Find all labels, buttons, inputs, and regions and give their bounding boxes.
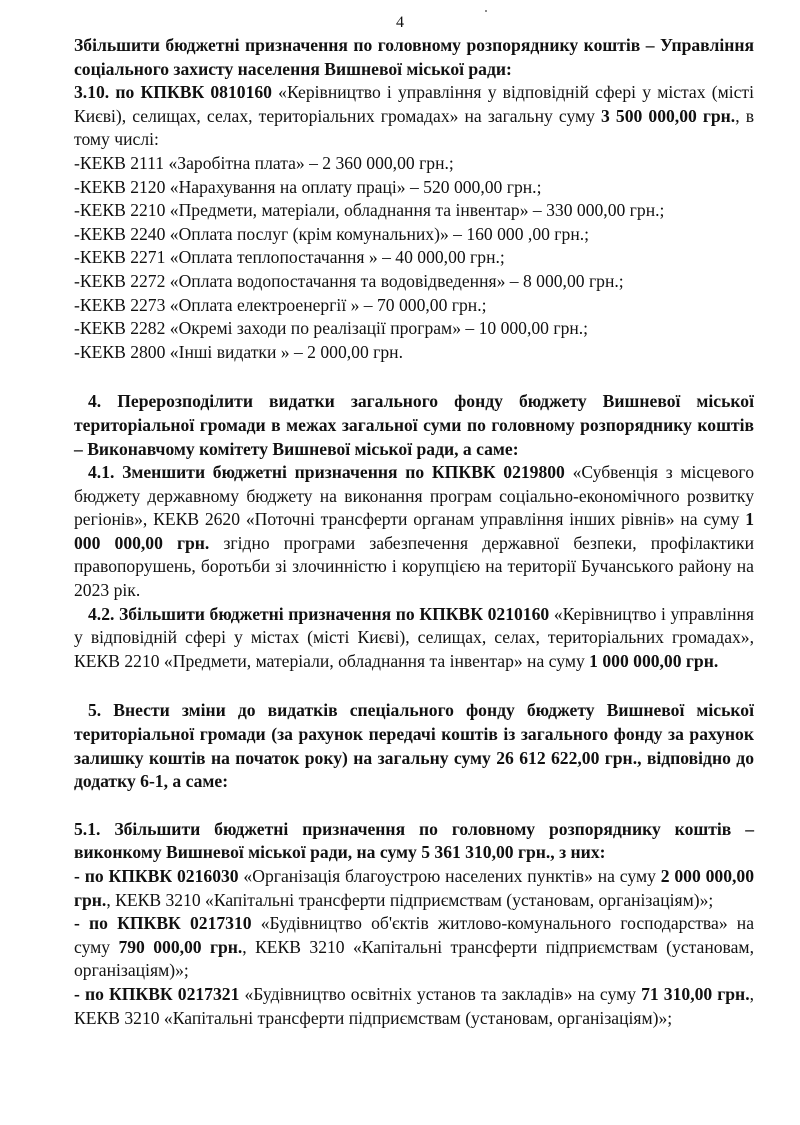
entry-text-b: , КЕКВ 3210 «Капітальні трансферти підприємствам (установам, організаціям)»; xyxy=(74,983,755,1028)
item-4-2-amount: 1 000 000,00 грн. xyxy=(589,650,719,671)
page-number: 4 xyxy=(396,14,404,31)
entry-code: - по КПКВК 0217321 xyxy=(74,983,240,1004)
item-5-1-heading: 5.1. Збільшити бюджетні призначення по головному розпоряднику коштів – виконкому Вишневої міської ради, на суму 5 361 310,00 грн., з них: xyxy=(74,818,754,863)
item-3-10 xyxy=(74,81,754,152)
spacer xyxy=(74,794,754,818)
section-5-heading: 5. Внести зміни до видатків спеціального фонду бюджету Вишневої міської територіальної громади (за рахунок передачі коштів із загального фонду за рахунок залишку коштів на початок року) на загальну суму 26 612 622,00 грн., відповідно до додатку 6-1, а саме: xyxy=(74,700,754,792)
kekv-line: -КЕКВ 2271 «Оплата теплопостачання » – 40 000,00 грн.; xyxy=(74,247,505,268)
entry-amount: 71 310,00 грн. xyxy=(641,983,750,1004)
entry-code: - по КПКВК 0217310 xyxy=(74,913,252,934)
entry-text-a: «Будівництво освітніх установ та закладів» на суму xyxy=(239,983,642,1004)
kekv-list xyxy=(74,152,754,364)
item-3-10-amount: 3 500 000,00 грн. xyxy=(601,105,736,126)
item-4-1 xyxy=(74,461,754,603)
kekv-line: -КЕКВ 2111 «Заробітна плата» – 2 360 000,00 грн.; xyxy=(74,152,454,173)
kekv-line: -КЕКВ 2240 «Оплата послуг (крім комунальних)» – 160 000 ,00 грн.; xyxy=(74,223,590,244)
item-4-2-prefix: 4.2. Збільшити бюджетні призначення по КПКВК 0210160 xyxy=(88,603,550,624)
item-4-1-prefix: 4.1. Зменшити бюджетні призначення по КПКВК 0219800 xyxy=(88,462,565,483)
item-4-2-text-a: «Керівництво і управління у відповідній сфері у містах (місті Києві), селищах, селах, територіальних громадах», КЕКВ 2210 «Предмети, матеріали, обладнання та інвентар» на суму xyxy=(74,603,754,671)
item-3-10-suffix: , в тому числі: xyxy=(74,105,755,150)
kekv-line: -КЕКВ 2210 «Предмети, матеріали, обладнання та інвентар» – 330 000,00 грн.; xyxy=(74,200,665,221)
item-3-10-text: «Керівництво і управління у відповідній сфері у містах (місті Києві), селищах, селах, територіальних громадах» на загальну суму xyxy=(74,82,754,126)
item-5-1-entry xyxy=(74,983,754,1030)
entry-text-a: «Будівництво об'єктів житлово-комунального господарства» на суму xyxy=(74,913,755,957)
entry-text-b: , КЕКВ 3210 «Капітальні трансферти підприємствам (установам, організаціям)»; xyxy=(74,936,754,981)
spacer xyxy=(74,364,754,390)
entry-amount: 2 000 000,00 грн. xyxy=(74,866,754,910)
item-5-1-entry xyxy=(74,865,754,912)
spacer xyxy=(74,673,754,699)
item-4-1-amount: 1 000 000,00 грн. xyxy=(74,509,754,553)
item-4-1-text-b: згідно програми забезпечення державної безпеки, профілактики правопорушень, боротьби зі злочинністю і корупцією на території Бучанського району на 2023 рік. xyxy=(74,532,754,601)
item-4-2 xyxy=(74,603,754,674)
entry-code: - по КПКВК 0216030 xyxy=(74,866,239,886)
section-4-heading: 4. Перерозподілити видатки загального фонду бюджету Вишневої міської територіальної громади в межах загальної суми по головному розпоряднику коштів – Виконавчому комітету Вишневої міської ради, а саме: xyxy=(74,391,754,459)
item-3-10-prefix: 3.10. по КПКВК 0810160 xyxy=(74,82,272,103)
kekv-line: -КЕКВ 2272 «Оплата водопостачання та водовідведення» – 8 000,00 грн.; xyxy=(74,270,624,291)
kekv-line: -КЕКВ 2800 «Інші видатки » – 2 000,00 грн. xyxy=(74,341,403,362)
entry-text-a: «Організація благоустрою населених пунктів» на суму xyxy=(238,866,661,886)
document-body xyxy=(74,34,754,1030)
entry-amount: 790 000,00 грн. xyxy=(118,936,243,957)
section-intro: Збільшити бюджетні призначення по головному розпоряднику коштів – Управління соціального захисту населення Вишневої міської ради: xyxy=(74,35,754,79)
item-4-1-text-a: «Субвенція з місцевого бюджету державному бюджету на виконання програм соціально-економічного розвитку регіонів», КЕКВ 2620 «Поточні трансферти органам управління інших рівнів» на суму xyxy=(74,462,754,530)
kekv-line: -КЕКВ 2273 «Оплата електроенергії » – 70 000,00 грн.; xyxy=(74,294,487,315)
item-5-1-entry xyxy=(74,912,754,983)
scan-speck xyxy=(485,10,487,12)
entry-text-b: , КЕКВ 3210 «Капітальні трансферти підприємствам (установам, організаціям)»; xyxy=(106,889,714,910)
kekv-line: -КЕКВ 2120 «Нарахування на оплату праці» – 520 000,00 грн.; xyxy=(74,176,542,197)
kekv-line: -КЕКВ 2282 «Окремі заходи по реалізації програм» – 10 000,00 грн.; xyxy=(74,318,589,339)
